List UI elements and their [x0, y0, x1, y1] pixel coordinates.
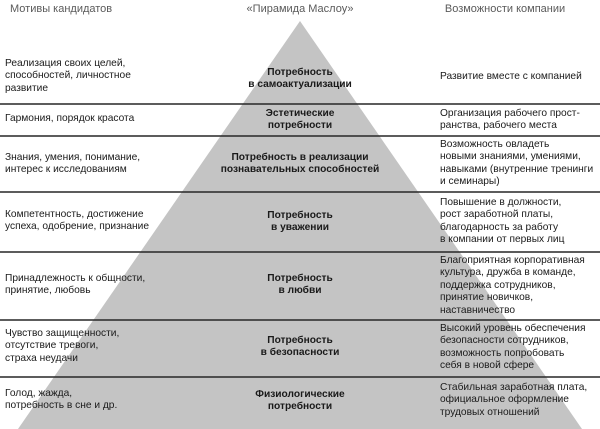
- header-company-opportunities: Возможности компании: [444, 3, 566, 15]
- motive-safety: Чувство защищенности, отсутствие тревоги, страха неудачи: [5, 328, 120, 364]
- opportunity-cognitive: Возможность овладеть новыми знаниями, умениями, навыками (внутренние тренинги и семинары): [440, 139, 594, 188]
- opportunity-safety: Высокий уровень обеспечения безопасности сотрудников, возможность попробовать себя в новой сфере: [440, 323, 586, 372]
- motive-esteem: Компетентность, достижение успеха, одобрение, признание: [5, 209, 150, 233]
- need-self-actualization: Потребность в самоактуализации: [248, 67, 352, 91]
- need-esteem: Потребность в уважении: [267, 210, 333, 234]
- motive-self-actualization: Реализация своих целей, способностей, личностное развитие: [5, 58, 131, 94]
- header-candidate-motives: Мотивы кандидатов: [10, 3, 113, 15]
- motive-love: Принадлежность к общности, принятие, любовь: [5, 273, 146, 297]
- header-maslow-pyramid: «Пирамида Маслоу»: [246, 3, 354, 15]
- motive-aesthetic: Гармония, порядок красота: [5, 113, 135, 124]
- motive-physiological: Голод, жажда, потребность в сне и др.: [5, 388, 118, 412]
- need-cognitive: Потребность в реализации познавательных способностей: [220, 152, 380, 176]
- opportunity-physiological: Стабильная заработная плата, официальное оформление трудовых отношений: [440, 382, 588, 418]
- need-physiological: Физиологические потребности: [255, 389, 345, 413]
- need-aesthetic: Эстетические потребности: [265, 108, 335, 132]
- opportunity-self-actualization: Развитие вместе с компанией: [440, 71, 582, 82]
- motive-cognitive: Знания, умения, понимание, интерес к исследованиям: [5, 152, 141, 176]
- need-love: Потребность в любви: [267, 273, 333, 297]
- opportunity-love: Благоприятная корпоративная культура, дружба в команде, поддержка сотрудников, принятие новичков, наставничество: [440, 255, 585, 316]
- opportunity-esteem: Повышение в должности, рост заработной платы, благодарность за работу в компании от первых лиц: [440, 197, 565, 246]
- need-safety: Потребность в безопасности: [260, 335, 340, 359]
- opportunity-aesthetic: Организация рабочего прост- ранства, рабочего места: [440, 108, 580, 132]
